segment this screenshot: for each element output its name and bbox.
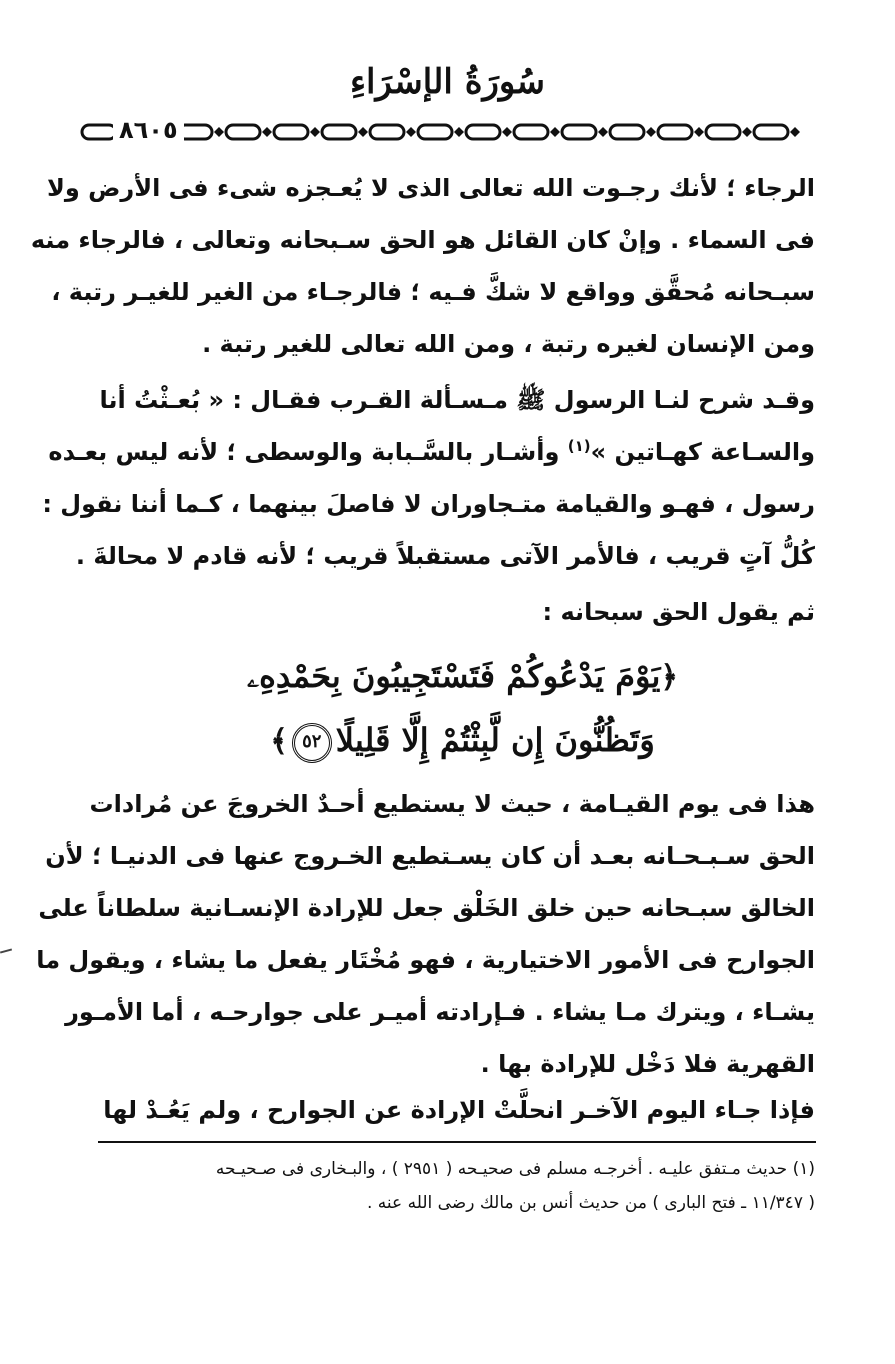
ornament-link (610, 125, 644, 139)
ornament-link (754, 125, 788, 139)
paragraph-1 (30, 162, 815, 370)
paragraph-5 (100, 1084, 815, 1136)
margin-mark (0, 948, 12, 953)
text-line: هذا فى يوم القيـامة ، حيث لا يستطيع أحـدٌ الخروجَ عن مُرادات (89, 790, 815, 818)
ornament-link (226, 125, 260, 139)
text-line: فى السماء . وإنْ كان القائل هو الحق سـبحانه وتعالى ، فالرجاء منه (30, 226, 815, 254)
footnote-divider (98, 1141, 816, 1143)
ornament-diamond (550, 127, 560, 137)
ornament-link (418, 125, 452, 139)
paragraph-3 (100, 586, 815, 638)
ornament-diamond (214, 127, 224, 137)
ornament-diamond (742, 127, 752, 137)
ornament-link (274, 125, 308, 139)
text-line: ثم يقول الحق سبحانه : (542, 598, 815, 626)
ornamental-border (78, 120, 844, 144)
verse-line-2 (240, 709, 685, 773)
verse-open-bracket: ﴿ (660, 660, 679, 695)
ornament-link (514, 125, 548, 139)
ornament-link (370, 125, 404, 139)
text-line: كُلُّ آتٍ قريب ، فالأمر الآتى مستقبلاً قريب ؛ لأنه قادم لا محالةَ . (75, 542, 815, 570)
text-segment: وأشـار بالسَّـبابة والوسطى ؛ لأنه ليس بعـده (48, 438, 568, 466)
quran-verse (240, 645, 685, 773)
text-line: رسول ، فهـو والقيامة متـجاوران لا فاصلَ بينهما ، كـما أننا نقول : (42, 490, 815, 518)
paragraph-4 (36, 778, 815, 1090)
ornament-diamond (502, 127, 512, 137)
ornament-diamond (694, 127, 704, 137)
ornament-diamond (358, 127, 368, 137)
verse-text: وَتَظُنُّونَ إِن لَّبِثْتُمْ إِلَّا قَلِيلًا (335, 721, 655, 759)
text-line: الرجاء ؛ لأنك رجـوت الله تعالى الذى لا يُعـجزه شىء فى الأرض ولا (46, 174, 815, 202)
ornament-diamond (646, 127, 656, 137)
ornament-diamond (454, 127, 464, 137)
ornament-diamond (598, 127, 608, 137)
page-number: ٨٦٠٥ (113, 112, 184, 148)
ornament-link (322, 125, 356, 139)
verse-close-bracket: ﴾ (270, 724, 288, 759)
footnote-line: ( ١١/٣٤٧ ـ فتح البارى ) من حديث أنس بن مالك رضى الله عنه . (366, 1193, 815, 1213)
text-line: القهرية فلا دَخْل للإرادة بها . (480, 1050, 815, 1078)
ornament-link (658, 125, 692, 139)
text-line: سبـحانه مُحقَّق وواقع لا شكَّ فـيه ؛ فالرجـاء من الغير للغيـر رتبة ، (51, 278, 815, 306)
text-line: الجوارح فى الأمور الاختيارية ، فهو مُخْتَار يفعل ما يشاء ، ويقول ما (36, 946, 815, 974)
footnote-reference[interactable]: (١) (567, 437, 591, 455)
text-line: الخالق سبـحانه حين خلق الخَلْق جعل للإرادة الإنسـانية سلطاناً على (38, 894, 815, 922)
surah-title: سُورَةُ الإسْرَاءِ (350, 62, 545, 102)
ornament-diamond (790, 127, 800, 137)
text-line: يشـاء ، ويترك مـا يشاء . فـإرادته أميـر على جوارحـه ، أما الأمـور (65, 998, 815, 1026)
paragraph-2 (42, 374, 815, 582)
ayah-number-marker: ٥٢ (292, 723, 332, 763)
ornament-diamond (262, 127, 272, 137)
text-line: وقـد شرح لنـا الرسول ﷺ مـسـألة القـرب فقـال : « بُعـثْتُ أنا (99, 386, 815, 414)
footnote-line: (١) حديث مـتفق عليـه . أخرجـه مسلم فى صحيـحه ( ٢٩٥١ ) ، والبـخارى فى صـحيـحه (215, 1159, 815, 1179)
ornament-link (466, 125, 500, 139)
ornament-chain-icon (78, 120, 844, 144)
text-line: الحق سـبـحـانه بعـد أن كان يسـتطيع الخـروج عنها فى الدنيـا ؛ لأن (45, 842, 815, 870)
ornament-diamond (406, 127, 416, 137)
text-line: فإذا جـاء اليوم الآخـر انحلَّتْ الإرادة عن الجوارح ، ولم يَعُـدْ لها (103, 1096, 815, 1124)
text-segment: والسـاعة كهـاتين » (590, 438, 815, 466)
text-line (48, 426, 815, 478)
verse-line-1 (240, 645, 685, 709)
footnotes (100, 1152, 815, 1220)
ornament-link (82, 125, 116, 139)
ornament-link (706, 125, 740, 139)
verse-text: يَوْمَ يَدْعُوكُمْ فَتَسْتَجِيبُونَ بِحَمْدِهِۦ (246, 657, 661, 695)
text-line: ومن الإنسان لغيره رتبة ، ومن الله تعالى للغير رتبة . (202, 330, 815, 358)
ornament-link (562, 125, 596, 139)
ornament-diamond (310, 127, 320, 137)
